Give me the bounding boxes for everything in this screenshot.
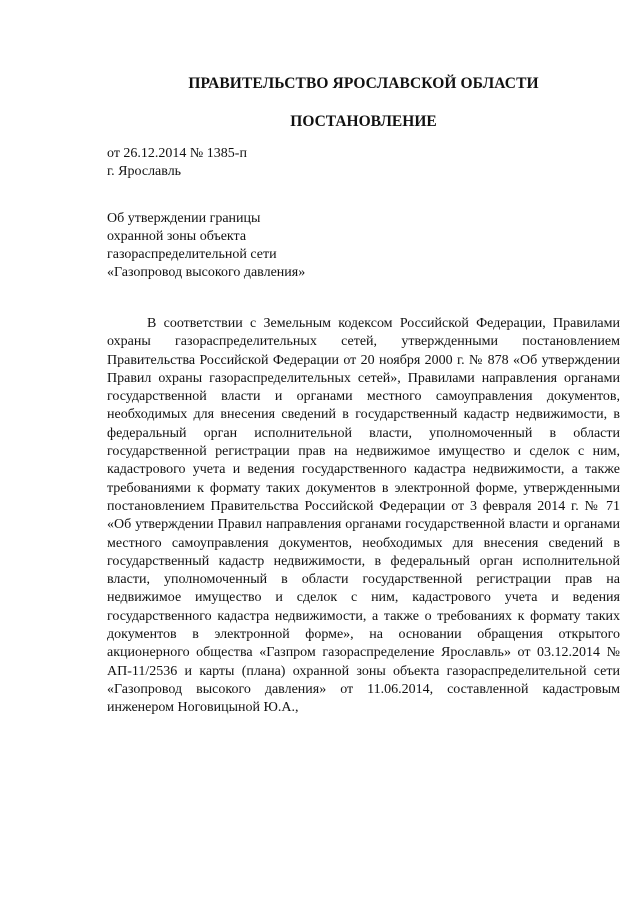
organization-title: ПРАВИТЕЛЬСТВО ЯРОСЛАВСКОЙ ОБЛАСТИ	[188, 75, 539, 92]
date-number-line: от 26.12.2014 № 1385-п	[107, 146, 247, 161]
document-meta	[107, 145, 247, 181]
document-type-title: ПОСТАНОВЛЕНИЕ	[290, 113, 437, 130]
document-subject	[107, 210, 305, 282]
subject-line: Об утверждении границы	[107, 211, 261, 226]
subject-line: «Газопровод высокого давления»	[107, 265, 306, 280]
city-line: г. Ярославль	[107, 164, 182, 179]
body-paragraph: В соответствии с Земельным кодексом Российской Федерации, Правилами охраны газораспределительных сетей, утвержденными постановлением Правительства Российской Федерации от 20 ноября 2000 г. № 878 «Об утверждении Правил охраны газораспределительных сетей», Правилами направления органами государственной власти и органами местного самоуправления документов, необходимых для внесения сведений в государственный кадастр недвижимости, в федеральный орган исполнительной власти, уполномоченный в области государственной регистрации прав на недвижимое имущество и сделок с ним, кадастрового учета и ведения государственного кадастра недвижимости, а также требованиями к формату таких документов в электронной форме, утвержденными постановлением Правительства Российской Федерации от 3 февраля 2014 г. № 71 «Об утверждении Правил направления органами государственной власти и органами местного самоуправления документов, необходимых для внесения сведений в государственный кадастр недвижимости, в федеральный орган исполнительной власти, уполномоченный в области государственной регистрации прав на недвижимое имущество и сделок с ним, кадастрового учета и ведения государственного кадастра недвижимости, а также о требованиях к формату таких документов в электронной форме», на основании обращения открытого акционерного общества «Газпром газораспределение Ярославль» от 03.12.2014 № АП-11/2536 и карты (плана) охранной зоны объекта газораспределительной сети «Газопровод высокого давления» от 11.06.2014, составленной кадастровым инженером Ноговицыной Ю.А.,	[107, 316, 620, 716]
document-header	[107, 74, 620, 132]
subject-line: охранной зоны объекта	[107, 229, 247, 244]
subject-line: газораспределительной сети	[107, 247, 277, 262]
